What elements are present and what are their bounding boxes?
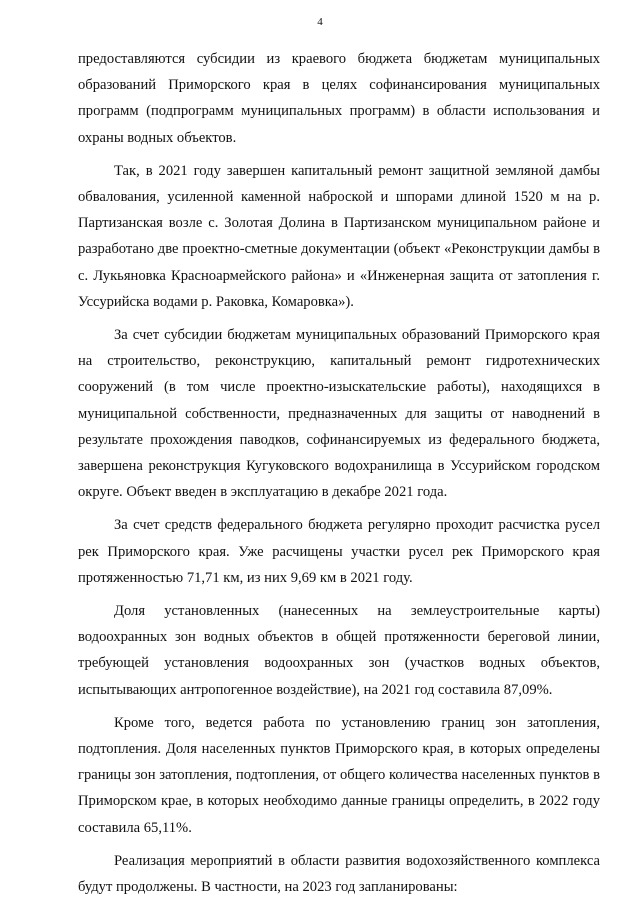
paragraph-reservoir-reconstruction: За счет субсидии бюджетам муниципальных образований Приморского края на строительство, реконструкцию, капитальный ремонт гидротехнических сооружений (в том числе проектно-изыскательские работы), находящихся в муниципальной собственности, предназначенных для защиты от наводнений в результате прохождения паводков, софинансируемых из федерального бюджета, завершена реконструкция Кугуковского водохранилища в Уссурийском городском округе. Объект введен в эксплуатацию в декабре 2021 года.	[78, 327, 600, 501]
paragraph-riverbed-cleaning: За счет средств федерального бюджета регулярно проходит расчистка русел рек Приморского края. Уже расчищены участки русел рек Приморского края протяженностью 71,71 км, из них 9,69 км в 2021 году.	[78, 517, 600, 586]
paragraph-flood-zones: Кроме того, ведется работа по установлению границ зон затопления, подтопления. Доля населенных пунктов Приморского края, в которых определены границы зон затопления, подтопления, от общего количества населенных пунктов в Приморском крае, в которых необходимо данные границы определить, в 2022 году составила 65,11%.	[78, 714, 600, 836]
page-number: 4	[317, 16, 323, 28]
body-text	[78, 46, 600, 900]
paragraph-water-protection-zones: Доля установленных (нанесенных на землеустроительные карты) водоохранных зон водных объектов в общей протяженности береговой линии, требующей установления водоохранных зон (участков водных объектов, испытывающих антропогенное воздействие), на 2021 год составила 87,09%.	[78, 603, 600, 698]
paragraph-planned-measures: Реализация мероприятий в области развития водохозяйственного комплекса будут продолжены. В частности, на 2023 год запланированы:	[78, 852, 600, 896]
paragraph-continuation: предоставляются субсидии из краевого бюджета бюджетам муниципальных образований Приморского края в целях софинансирования муниципальных программ (подпрограмм муниципальных программ) в области использования и охраны водных объектов.	[78, 51, 600, 146]
paragraph-dam-repair: Так, в 2021 году завершен капитальный ремонт защитной земляной дамбы обвалования, усиленной каменной наброской и шпорами длиной 1520 м на р. Партизанская возле с. Золотая Долина в Партизанском муниципальном районе и разработано две проектно-сметные документации (объект «Реконструкции дамбы в с. Лукьяновка Красноармейского района» и «Инженерная защита от затопления г. Уссурийска водами р. Раковка, Комаровка»).	[78, 162, 600, 310]
